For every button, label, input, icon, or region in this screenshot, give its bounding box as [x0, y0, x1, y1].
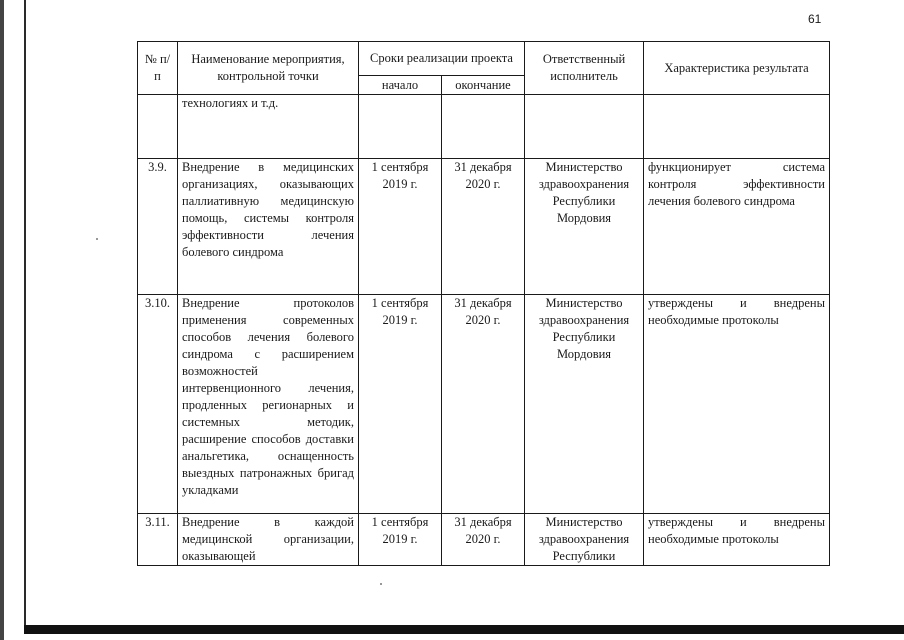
header-start: начало: [359, 76, 442, 95]
table-row: [138, 159, 830, 295]
row-start: 1 сентября 2019 г.: [359, 295, 442, 514]
page-number: 61: [808, 12, 822, 26]
row-end: 31 декабря 2020 г.: [442, 159, 525, 295]
row-result: утверждены и внедрены необходимые протоколы: [644, 295, 830, 514]
table-row: [138, 514, 830, 566]
scan-border-bottom: [24, 625, 904, 634]
scan-edge: [0, 0, 4, 640]
scan-border-left: [24, 0, 26, 630]
table-row: [138, 95, 830, 159]
scan-speck: [96, 238, 98, 240]
header-end: окончание: [442, 76, 525, 95]
row-responsible: Министерство здравоохранения Республики Мордовия: [525, 159, 644, 295]
table-header: [138, 42, 830, 95]
row-start: 1 сентября 2019 г.: [359, 514, 442, 566]
row-name: Внедрение протоколов применения современных способов лечения болевого синдрома с расширением возможностей интервенционного лечения, продленных регионарных и системных методик, расширение способов доставки анальгетика, оснащенность выездных патронажных бригад укладками: [178, 295, 359, 514]
header-result: Характеристика результата: [644, 42, 830, 95]
header-num: № п/п: [138, 42, 178, 95]
continuation-text: технологиях и т.д.: [178, 95, 359, 159]
header-responsible: Ответственный исполнитель: [525, 42, 644, 95]
table-row: [138, 295, 830, 514]
row-num: 3.11.: [138, 514, 178, 566]
row-name: Внедрение в каждой медицинской организации, оказывающей: [178, 514, 359, 566]
header-name: Наименование мероприятия, контрольной точки: [178, 42, 359, 95]
scan-speck: [380, 583, 382, 585]
row-name: Внедрение в медицинских организациях, оказывающих паллиативную медицинскую помощь, системы контроля эффективности лечения болевого синдрома: [178, 159, 359, 295]
row-end: 31 декабря 2020 г.: [442, 514, 525, 566]
row-result: функционирует система контроля эффективности лечения болевого синдрома: [644, 159, 830, 295]
row-result: утверждены и внедрены необходимые протоколы: [644, 514, 830, 566]
row-num: 3.9.: [138, 159, 178, 295]
header-terms: Сроки реализации проекта: [359, 42, 525, 76]
document-table: [137, 41, 830, 566]
row-end: 31 декабря 2020 г.: [442, 295, 525, 514]
row-responsible: Министерство здравоохранения Республики Мордовия: [525, 295, 644, 514]
row-responsible: Министерство здравоохранения Республики: [525, 514, 644, 566]
row-num: 3.10.: [138, 295, 178, 514]
row-start: 1 сентября 2019 г.: [359, 159, 442, 295]
